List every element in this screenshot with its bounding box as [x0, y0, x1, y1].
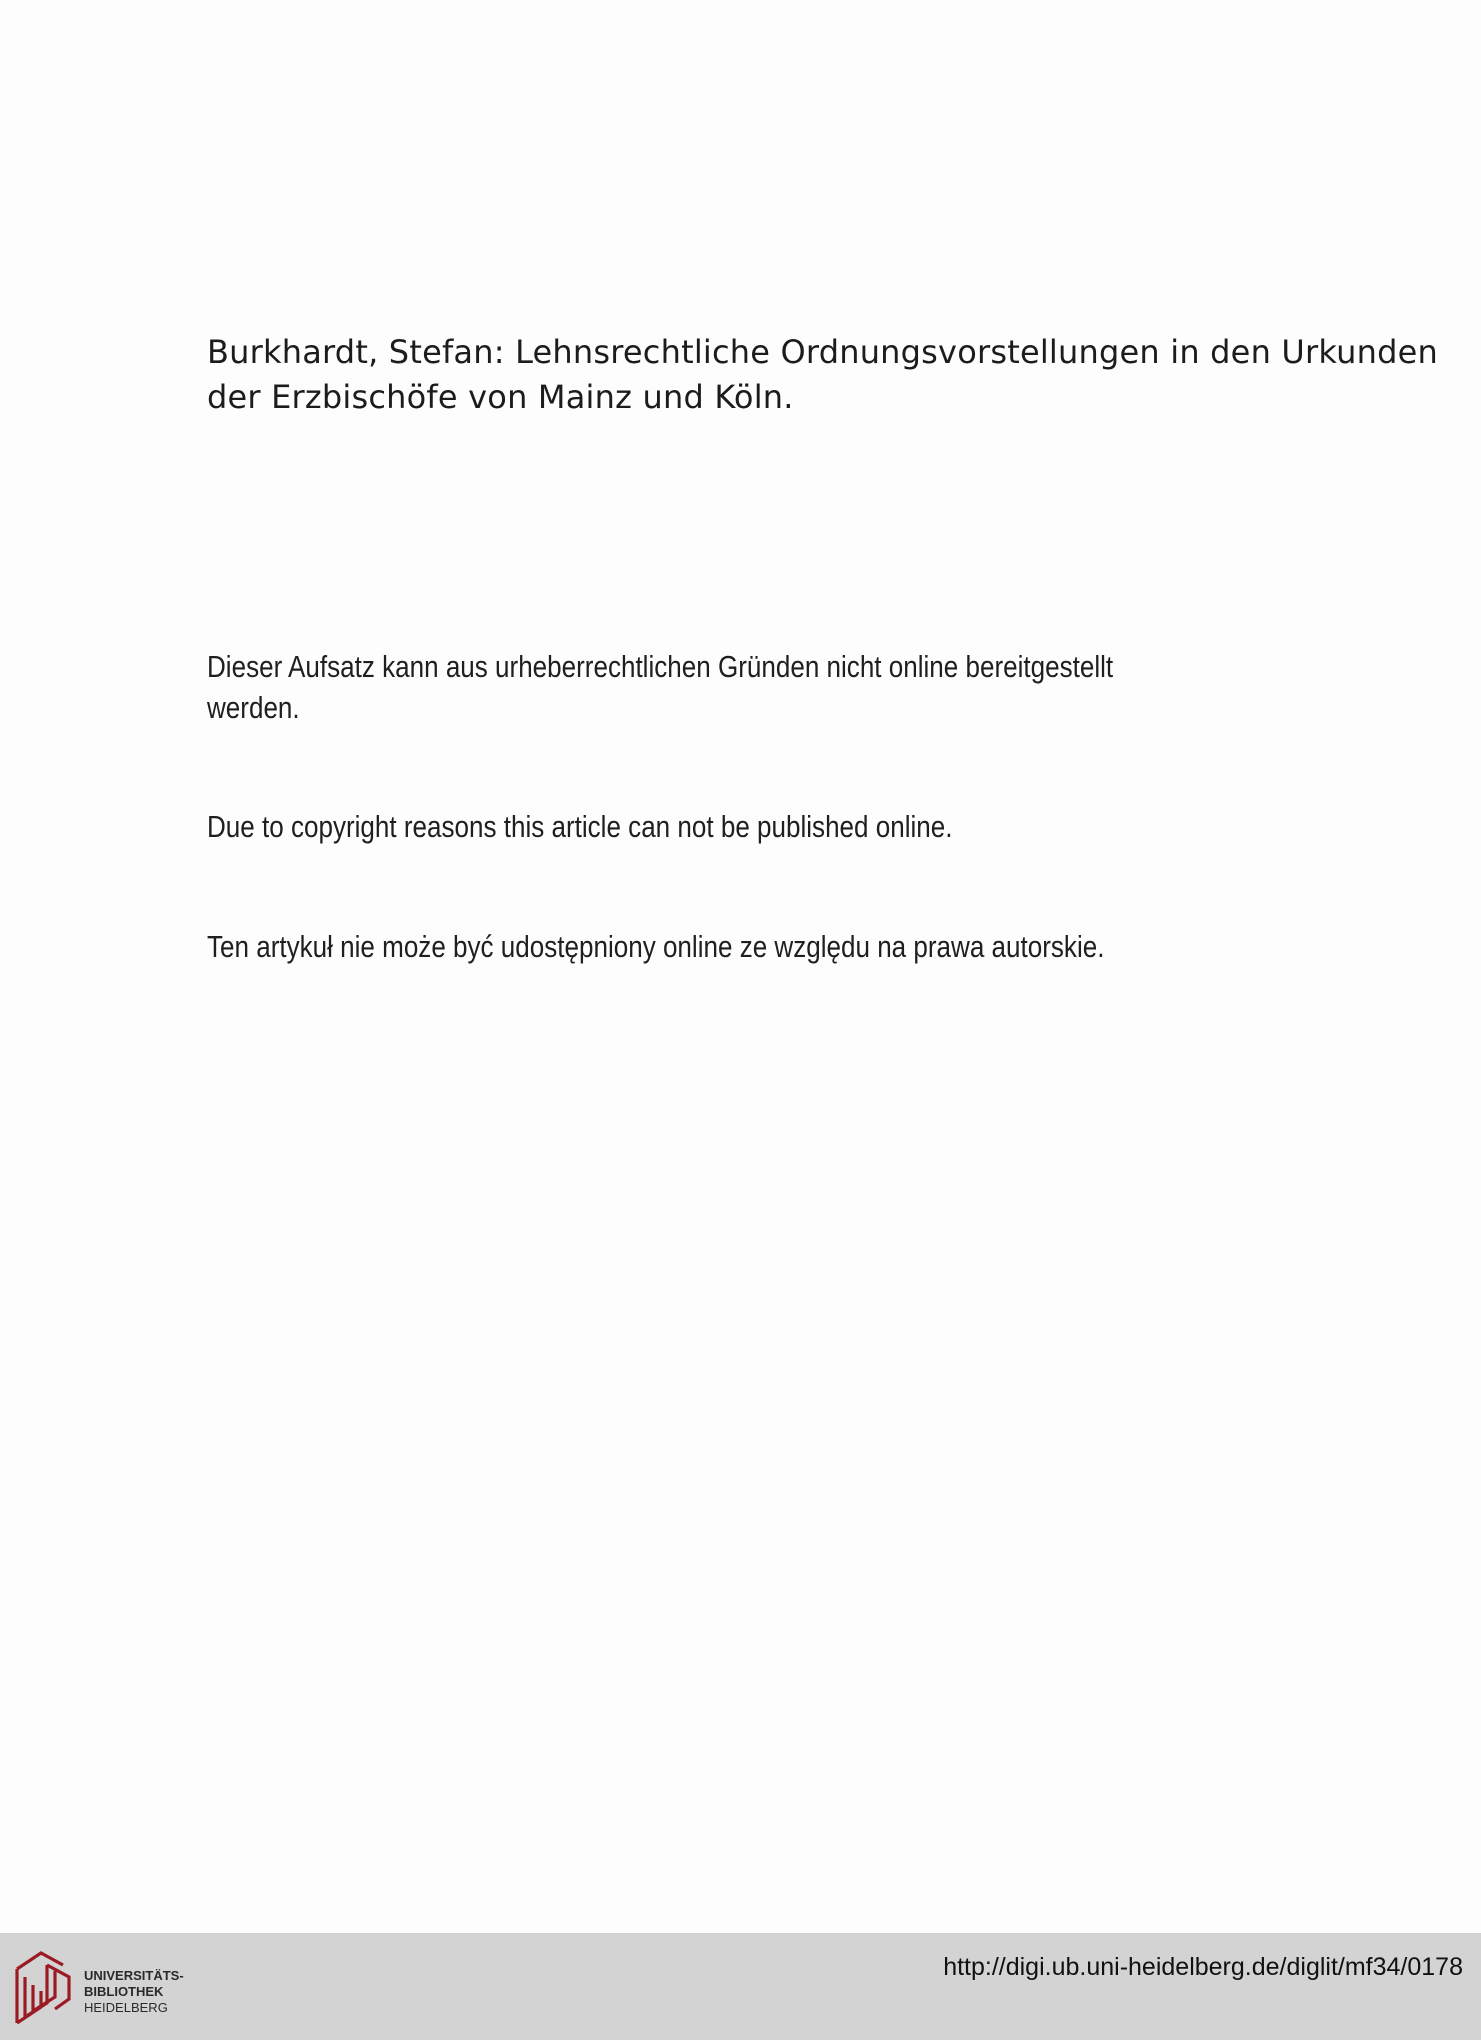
footer-bar	[0, 1933, 1481, 2040]
copyright-notice-german	[207, 646, 1113, 728]
copyright-notice-german-line-1: Dieser Aufsatz kann aus urheberrechtlichen Gründen nicht online bereitgestellt	[207, 649, 1114, 684]
library-logo-text	[84, 1968, 184, 2016]
copyright-notice-polish-text: Ten artykuł nie może być udostępniony online ze względu na prawa autorskie.	[207, 929, 1105, 964]
article-title-line-2: der Erzbischöfe von Mainz und Köln.	[207, 378, 794, 416]
library-books-icon	[14, 1947, 76, 2027]
article-title-line-1: Burkhardt, Stefan: Lehnsrechtliche Ordnungsvorstellungen in den Urkunden	[207, 333, 1438, 371]
copyright-notice-german-line-2: werden.	[207, 690, 300, 725]
logo-line-universitaets: UNIVERSITÄTS-	[84, 1968, 184, 1983]
logo-line-bibliothek: BIBLIOTHEK	[84, 1984, 164, 1999]
copyright-notice-english	[207, 806, 952, 847]
article-title	[207, 330, 1457, 420]
library-logo	[14, 1947, 214, 2027]
copyright-notice-english-text: Due to copyright reasons this article can not be published online.	[207, 809, 953, 844]
permalink-url[interactable]: http://digi.ub.uni-heidelberg.de/diglit/mf34/0178	[943, 1953, 1463, 1981]
logo-line-heidelberg: HEIDELBERG	[84, 2000, 168, 2015]
copyright-notice-polish	[207, 926, 1104, 967]
